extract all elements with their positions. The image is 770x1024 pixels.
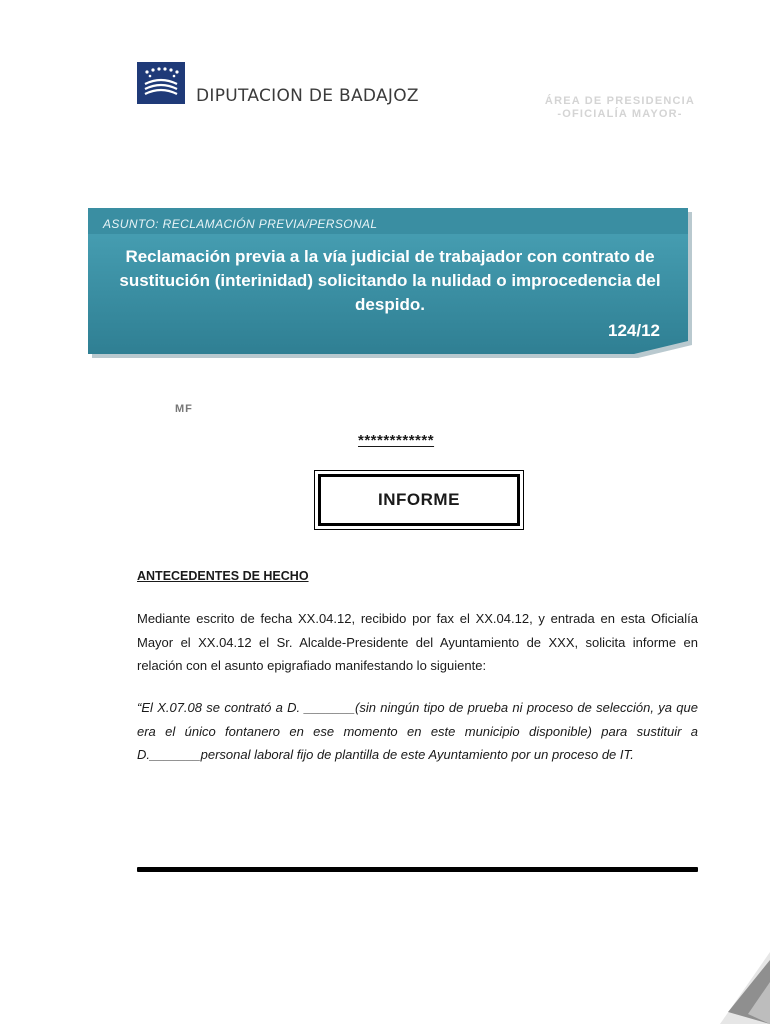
report-label: INFORME xyxy=(378,490,460,509)
report-label-box xyxy=(318,474,520,526)
author-initials: MF xyxy=(175,403,193,415)
subject-line: ASUNTO: RECLAMACIÓN PREVIA/PERSONAL xyxy=(103,217,378,231)
area-line-1: ÁREA DE PRESIDENCIA xyxy=(544,95,696,107)
reference-number: 124/12 xyxy=(608,321,660,340)
section-heading: ANTECEDENTES DE HECHO xyxy=(137,569,309,583)
paragraph-background: Mediante escrito de fecha XX.04.12, recibido por fax el XX.04.12, y entrada en esta Oficialía Mayor el XX.04.12 el Sr. Alcalde-Presidente del Ayuntamiento de XXX, solicita informe en relación con el asunto epigrafiado manifestando lo siguiente: xyxy=(137,611,698,673)
badajoz-logo xyxy=(137,62,185,104)
page-curl-icon xyxy=(720,952,770,1024)
quoted-paragraph: “El X.07.08 se contrató a D. _______(sin ningún tipo de prueba ni proceso de selección, ya que era el único fontanero en ese momento en este municipio disponible) para sustituir a D._______personal laboral fijo de plantilla de este Ayuntamiento por un proceso de IT. xyxy=(137,700,698,762)
document-title: Reclamación previa a la vía judicial de trabajador con contrato de sustitución (interinidad) solicitando la nulidad o improcedencia del despido. xyxy=(119,247,661,314)
organization-name: DIPUTACION DE BADAJOZ xyxy=(196,86,419,106)
page-divider xyxy=(137,867,698,872)
area-line-2: -OFICIALÍA MAYOR- xyxy=(557,108,683,120)
asterisk-separator: ************ xyxy=(358,432,435,449)
department-heading xyxy=(520,95,720,121)
